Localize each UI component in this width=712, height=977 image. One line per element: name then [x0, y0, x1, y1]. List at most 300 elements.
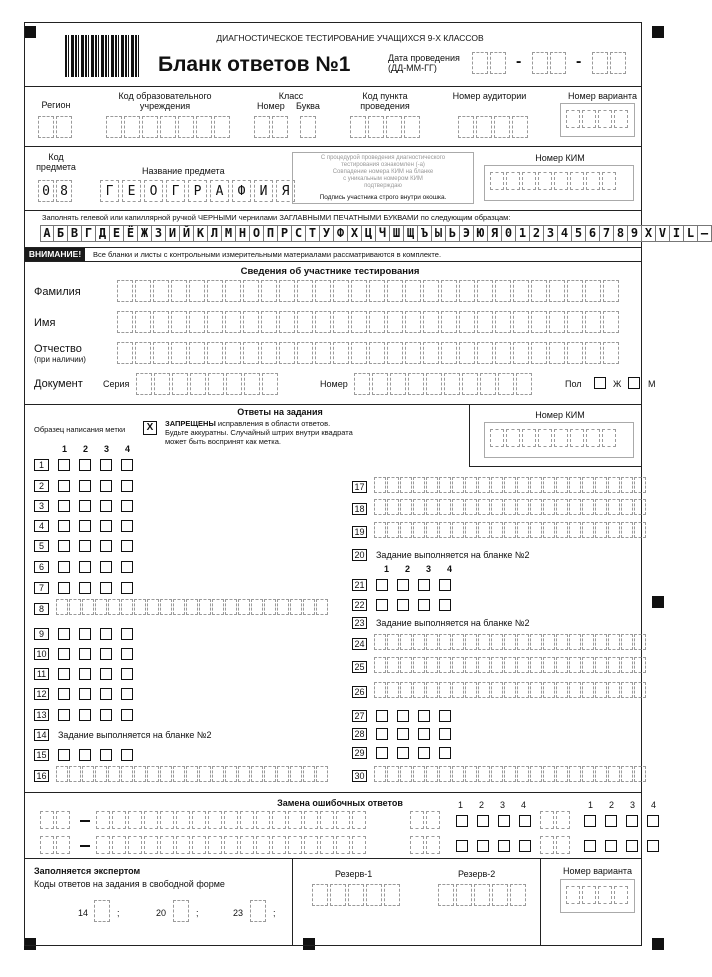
- char-cell[interactable]: [316, 766, 328, 782]
- char-cell[interactable]: [208, 373, 224, 395]
- char-cell[interactable]: [207, 311, 223, 333]
- char-cell[interactable]: [405, 311, 421, 333]
- option-checkbox[interactable]: [418, 710, 430, 722]
- char-cell[interactable]: [595, 477, 607, 493]
- surname-field[interactable]: [117, 280, 621, 302]
- char-cell[interactable]: [186, 766, 198, 782]
- char-cell[interactable]: [495, 311, 511, 333]
- char-cell[interactable]: [480, 373, 496, 395]
- option-checkbox[interactable]: [79, 540, 91, 552]
- char-cell[interactable]: [439, 634, 451, 650]
- char-cell[interactable]: [144, 811, 158, 829]
- char-cell[interactable]: [634, 522, 646, 538]
- subject-code-field[interactable]: [38, 180, 74, 202]
- char-cell[interactable]: [517, 657, 529, 673]
- char-cell[interactable]: [171, 311, 187, 333]
- option-checkbox[interactable]: [79, 668, 91, 680]
- replace-task-field[interactable]: [540, 811, 572, 829]
- reserve1-field[interactable]: [312, 884, 402, 906]
- option-checkbox[interactable]: [100, 628, 112, 640]
- date-day[interactable]: [472, 52, 508, 74]
- replace-task-field[interactable]: [40, 811, 72, 829]
- char-cell[interactable]: [444, 373, 460, 395]
- char-cell[interactable]: [608, 522, 620, 538]
- option-checkbox[interactable]: [121, 709, 133, 721]
- option-checkbox[interactable]: [418, 579, 430, 591]
- char-cell[interactable]: [495, 342, 511, 364]
- date-month[interactable]: [532, 52, 568, 74]
- char-cell[interactable]: [549, 311, 565, 333]
- char-cell[interactable]: [452, 522, 464, 538]
- char-cell[interactable]: [567, 280, 583, 302]
- char-cell[interactable]: [504, 477, 516, 493]
- char-cell[interactable]: [621, 499, 633, 515]
- char-cell[interactable]: [264, 599, 276, 615]
- option-checkbox[interactable]: [376, 599, 388, 611]
- option-checkbox[interactable]: [376, 747, 388, 759]
- char-cell[interactable]: [582, 499, 594, 515]
- char-cell[interactable]: [513, 311, 529, 333]
- char-cell[interactable]: [261, 311, 277, 333]
- option-checkbox[interactable]: [58, 668, 70, 680]
- char-cell[interactable]: [400, 634, 412, 650]
- answer-field[interactable]: [56, 766, 329, 782]
- char-cell[interactable]: [513, 280, 529, 302]
- option-checkbox[interactable]: [418, 599, 430, 611]
- char-cell[interactable]: [405, 280, 421, 302]
- char-cell[interactable]: [173, 599, 185, 615]
- char-cell[interactable]: [69, 599, 81, 615]
- char-cell[interactable]: [147, 599, 159, 615]
- char-cell[interactable]: [585, 311, 601, 333]
- name-field[interactable]: [117, 311, 621, 333]
- char-cell[interactable]: [540, 811, 554, 829]
- char-cell[interactable]: [621, 682, 633, 698]
- option-checkbox[interactable]: [79, 628, 91, 640]
- char-cell[interactable]: [135, 280, 151, 302]
- option-checkbox[interactable]: [100, 648, 112, 660]
- char-cell[interactable]: [426, 657, 438, 673]
- option-checkbox[interactable]: [376, 579, 388, 591]
- option-checkbox[interactable]: [376, 710, 388, 722]
- replace-task-field[interactable]: [410, 836, 442, 854]
- point-code-field[interactable]: [350, 116, 422, 138]
- char-cell[interactable]: [256, 836, 270, 854]
- option-checkbox[interactable]: [121, 749, 133, 761]
- char-cell[interactable]: [413, 766, 425, 782]
- char-cell[interactable]: [56, 766, 68, 782]
- char-cell[interactable]: [372, 373, 388, 395]
- char-cell[interactable]: [569, 766, 581, 782]
- char-cell[interactable]: [82, 599, 94, 615]
- char-cell[interactable]: [426, 477, 438, 493]
- option-checkbox[interactable]: [100, 480, 112, 492]
- char-cell[interactable]: [621, 634, 633, 650]
- char-cell[interactable]: [144, 836, 158, 854]
- signature-box[interactable]: [292, 152, 474, 204]
- char-cell[interactable]: [333, 280, 349, 302]
- option-checkbox[interactable]: [439, 747, 451, 759]
- class-number-field[interactable]: [254, 116, 290, 138]
- char-cell[interactable]: [251, 766, 263, 782]
- char-cell[interactable]: [279, 342, 295, 364]
- char-cell[interactable]: [491, 657, 503, 673]
- char-cell[interactable]: [95, 599, 107, 615]
- char-cell[interactable]: [569, 682, 581, 698]
- char-cell[interactable]: [423, 342, 439, 364]
- char-cell[interactable]: [369, 280, 385, 302]
- char-cell[interactable]: [504, 682, 516, 698]
- option-checkbox[interactable]: [121, 582, 133, 594]
- char-cell[interactable]: [478, 634, 490, 650]
- option-checkbox[interactable]: [100, 500, 112, 512]
- char-cell[interactable]: [172, 373, 188, 395]
- option-checkbox[interactable]: [477, 815, 489, 827]
- char-cell[interactable]: [569, 499, 581, 515]
- char-cell[interactable]: [128, 836, 142, 854]
- char-cell[interactable]: [374, 682, 386, 698]
- char-cell[interactable]: [225, 342, 241, 364]
- char-cell[interactable]: [369, 311, 385, 333]
- option-checkbox[interactable]: [58, 500, 70, 512]
- option-checkbox[interactable]: [498, 840, 510, 852]
- option-checkbox[interactable]: [121, 459, 133, 471]
- answer-field[interactable]: [374, 766, 647, 782]
- char-cell[interactable]: [225, 766, 237, 782]
- char-cell[interactable]: [569, 634, 581, 650]
- char-cell[interactable]: [495, 280, 511, 302]
- option-checkbox[interactable]: [498, 815, 510, 827]
- option-checkbox[interactable]: [121, 540, 133, 552]
- char-cell[interactable]: [226, 373, 242, 395]
- char-cell[interactable]: [189, 280, 205, 302]
- char-cell[interactable]: [608, 477, 620, 493]
- char-cell[interactable]: [531, 311, 547, 333]
- char-cell[interactable]: [336, 836, 350, 854]
- char-cell[interactable]: [189, 311, 205, 333]
- char-cell[interactable]: [530, 766, 542, 782]
- char-cell[interactable]: [595, 634, 607, 650]
- char-cell[interactable]: [478, 477, 490, 493]
- char-cell[interactable]: [441, 280, 457, 302]
- char-cell[interactable]: [465, 522, 477, 538]
- char-cell[interactable]: [567, 311, 583, 333]
- class-letter-field[interactable]: [300, 116, 318, 138]
- char-cell[interactable]: [153, 311, 169, 333]
- char-cell[interactable]: [240, 811, 254, 829]
- char-cell[interactable]: [186, 599, 198, 615]
- char-cell[interactable]: [582, 477, 594, 493]
- option-checkbox[interactable]: [100, 520, 112, 532]
- char-cell[interactable]: [517, 634, 529, 650]
- char-cell[interactable]: [243, 342, 259, 364]
- char-cell[interactable]: [478, 522, 490, 538]
- char-cell[interactable]: [441, 311, 457, 333]
- char-cell[interactable]: [288, 811, 302, 829]
- char-cell[interactable]: [582, 522, 594, 538]
- char-cell[interactable]: [251, 599, 263, 615]
- char-cell[interactable]: [117, 342, 133, 364]
- char-cell[interactable]: [279, 280, 295, 302]
- char-cell[interactable]: [369, 342, 385, 364]
- char-cell[interactable]: [413, 634, 425, 650]
- char-cell[interactable]: [277, 599, 289, 615]
- char-cell[interactable]: [208, 836, 222, 854]
- char-cell[interactable]: [400, 657, 412, 673]
- option-checkbox[interactable]: [605, 840, 617, 852]
- char-cell[interactable]: [176, 836, 190, 854]
- char-cell[interactable]: [426, 522, 438, 538]
- char-cell[interactable]: [121, 599, 133, 615]
- option-checkbox[interactable]: [79, 709, 91, 721]
- option-checkbox[interactable]: [58, 628, 70, 640]
- char-cell[interactable]: [387, 477, 399, 493]
- char-cell[interactable]: [243, 280, 259, 302]
- char-cell[interactable]: [212, 766, 224, 782]
- char-cell[interactable]: [556, 477, 568, 493]
- char-cell[interactable]: [288, 836, 302, 854]
- sex-f-checkbox[interactable]: [594, 377, 606, 389]
- char-cell[interactable]: [582, 634, 594, 650]
- char-cell[interactable]: [192, 811, 206, 829]
- char-cell[interactable]: [556, 836, 570, 854]
- answer-field[interactable]: [374, 634, 647, 650]
- char-cell[interactable]: [160, 766, 172, 782]
- char-cell[interactable]: [426, 682, 438, 698]
- char-cell[interactable]: [121, 766, 133, 782]
- char-cell[interactable]: [352, 836, 366, 854]
- char-cell[interactable]: [135, 342, 151, 364]
- char-cell[interactable]: [315, 311, 331, 333]
- char-cell[interactable]: [517, 499, 529, 515]
- char-cell[interactable]: [69, 766, 81, 782]
- char-cell[interactable]: [423, 311, 439, 333]
- replace-task-field[interactable]: [410, 811, 442, 829]
- char-cell[interactable]: [516, 373, 532, 395]
- char-cell[interactable]: [333, 311, 349, 333]
- char-cell[interactable]: [243, 311, 259, 333]
- char-cell[interactable]: [316, 599, 328, 615]
- option-checkbox[interactable]: [79, 480, 91, 492]
- char-cell[interactable]: [582, 657, 594, 673]
- char-cell[interactable]: [465, 499, 477, 515]
- char-cell[interactable]: [426, 766, 438, 782]
- char-cell[interactable]: [225, 599, 237, 615]
- char-cell[interactable]: [171, 280, 187, 302]
- char-cell[interactable]: [304, 836, 318, 854]
- char-cell[interactable]: [530, 682, 542, 698]
- char-cell[interactable]: [413, 682, 425, 698]
- char-cell[interactable]: [439, 499, 451, 515]
- char-cell[interactable]: [531, 280, 547, 302]
- char-cell[interactable]: [543, 499, 555, 515]
- option-checkbox[interactable]: [100, 582, 112, 594]
- char-cell[interactable]: [333, 342, 349, 364]
- char-cell[interactable]: [56, 599, 68, 615]
- doc-number-field[interactable]: [354, 373, 534, 395]
- char-cell[interactable]: [531, 342, 547, 364]
- answer-field[interactable]: [374, 682, 647, 698]
- char-cell[interactable]: [452, 682, 464, 698]
- char-cell[interactable]: [530, 522, 542, 538]
- char-cell[interactable]: [441, 342, 457, 364]
- option-checkbox[interactable]: [121, 688, 133, 700]
- char-cell[interactable]: [621, 522, 633, 538]
- char-cell[interactable]: [374, 522, 386, 538]
- char-cell[interactable]: [160, 811, 174, 829]
- char-cell[interactable]: [40, 836, 54, 854]
- char-cell[interactable]: [277, 766, 289, 782]
- char-cell[interactable]: [504, 634, 516, 650]
- char-cell[interactable]: [224, 836, 238, 854]
- char-cell[interactable]: [160, 836, 174, 854]
- reserve2-field[interactable]: [438, 884, 528, 906]
- char-cell[interactable]: [423, 280, 439, 302]
- char-cell[interactable]: [117, 311, 133, 333]
- char-cell[interactable]: [96, 836, 110, 854]
- char-cell[interactable]: [465, 766, 477, 782]
- char-cell[interactable]: [400, 477, 412, 493]
- char-cell[interactable]: [108, 599, 120, 615]
- char-cell[interactable]: [439, 766, 451, 782]
- char-cell[interactable]: [207, 342, 223, 364]
- series-field[interactable]: [136, 373, 280, 395]
- char-cell[interactable]: [413, 499, 425, 515]
- char-cell[interactable]: [244, 373, 260, 395]
- option-checkbox[interactable]: [605, 815, 617, 827]
- char-cell[interactable]: [491, 682, 503, 698]
- char-cell[interactable]: [262, 373, 278, 395]
- char-cell[interactable]: [154, 373, 170, 395]
- char-cell[interactable]: [477, 280, 493, 302]
- char-cell[interactable]: [304, 811, 318, 829]
- char-cell[interactable]: [504, 522, 516, 538]
- option-checkbox[interactable]: [79, 749, 91, 761]
- char-cell[interactable]: [387, 522, 399, 538]
- char-cell[interactable]: [387, 499, 399, 515]
- char-cell[interactable]: [192, 836, 206, 854]
- char-cell[interactable]: [413, 522, 425, 538]
- option-checkbox[interactable]: [100, 749, 112, 761]
- char-cell[interactable]: [517, 522, 529, 538]
- char-cell[interactable]: [549, 342, 565, 364]
- char-cell[interactable]: [459, 311, 475, 333]
- option-checkbox[interactable]: [519, 815, 531, 827]
- char-cell[interactable]: [297, 280, 313, 302]
- char-cell[interactable]: [426, 836, 440, 854]
- replace-task-field[interactable]: [540, 836, 572, 854]
- char-cell[interactable]: [549, 280, 565, 302]
- char-cell[interactable]: [569, 522, 581, 538]
- date-year[interactable]: [592, 52, 628, 74]
- char-cell[interactable]: [543, 634, 555, 650]
- char-cell[interactable]: [387, 634, 399, 650]
- kim-field-answers[interactable]: [490, 429, 618, 447]
- char-cell[interactable]: [387, 280, 403, 302]
- char-cell[interactable]: [426, 373, 442, 395]
- char-cell[interactable]: [134, 599, 146, 615]
- char-cell[interactable]: [303, 599, 315, 615]
- char-cell[interactable]: [336, 811, 350, 829]
- char-cell[interactable]: [595, 499, 607, 515]
- option-checkbox[interactable]: [397, 579, 409, 591]
- char-cell[interactable]: [374, 657, 386, 673]
- char-cell[interactable]: [543, 477, 555, 493]
- char-cell[interactable]: [530, 499, 542, 515]
- char-cell[interactable]: [569, 477, 581, 493]
- option-checkbox[interactable]: [418, 728, 430, 740]
- char-cell[interactable]: [303, 766, 315, 782]
- char-cell[interactable]: [556, 522, 568, 538]
- char-cell[interactable]: [261, 342, 277, 364]
- char-cell[interactable]: [96, 811, 110, 829]
- char-cell[interactable]: [465, 477, 477, 493]
- option-checkbox[interactable]: [647, 840, 659, 852]
- char-cell[interactable]: [320, 836, 334, 854]
- option-checkbox[interactable]: [58, 459, 70, 471]
- answer-field[interactable]: [374, 499, 647, 515]
- char-cell[interactable]: [374, 634, 386, 650]
- char-cell[interactable]: [95, 766, 107, 782]
- char-cell[interactable]: [478, 682, 490, 698]
- char-cell[interactable]: [410, 836, 424, 854]
- replace-task-field[interactable]: [40, 836, 72, 854]
- char-cell[interactable]: [279, 311, 295, 333]
- char-cell[interactable]: [621, 657, 633, 673]
- char-cell[interactable]: [134, 766, 146, 782]
- char-cell[interactable]: [387, 311, 403, 333]
- char-cell[interactable]: [136, 373, 152, 395]
- char-cell[interactable]: [585, 280, 601, 302]
- char-cell[interactable]: [240, 836, 254, 854]
- char-cell[interactable]: [582, 766, 594, 782]
- char-cell[interactable]: [634, 499, 646, 515]
- char-cell[interactable]: [238, 766, 250, 782]
- char-cell[interactable]: [320, 811, 334, 829]
- option-checkbox[interactable]: [58, 480, 70, 492]
- char-cell[interactable]: [452, 634, 464, 650]
- char-cell[interactable]: [504, 657, 516, 673]
- char-cell[interactable]: [410, 811, 424, 829]
- option-checkbox[interactable]: [626, 840, 638, 852]
- char-cell[interactable]: [426, 634, 438, 650]
- replace-answer-field[interactable]: [96, 836, 368, 854]
- char-cell[interactable]: [517, 477, 529, 493]
- replace-answer-field[interactable]: [96, 811, 368, 829]
- char-cell[interactable]: [439, 522, 451, 538]
- char-cell[interactable]: [504, 766, 516, 782]
- char-cell[interactable]: [634, 634, 646, 650]
- option-checkbox[interactable]: [100, 668, 112, 680]
- char-cell[interactable]: [556, 634, 568, 650]
- char-cell[interactable]: [465, 682, 477, 698]
- option-checkbox[interactable]: [439, 579, 451, 591]
- char-cell[interactable]: [160, 599, 172, 615]
- char-cell[interactable]: [199, 766, 211, 782]
- option-checkbox[interactable]: [418, 747, 430, 759]
- char-cell[interactable]: [297, 342, 313, 364]
- char-cell[interactable]: [556, 657, 568, 673]
- char-cell[interactable]: [297, 311, 313, 333]
- char-cell[interactable]: [374, 766, 386, 782]
- char-cell[interactable]: [556, 499, 568, 515]
- char-cell[interactable]: [413, 657, 425, 673]
- char-cell[interactable]: [621, 766, 633, 782]
- char-cell[interactable]: [465, 657, 477, 673]
- char-cell[interactable]: [400, 499, 412, 515]
- char-cell[interactable]: [400, 682, 412, 698]
- char-cell[interactable]: [603, 311, 619, 333]
